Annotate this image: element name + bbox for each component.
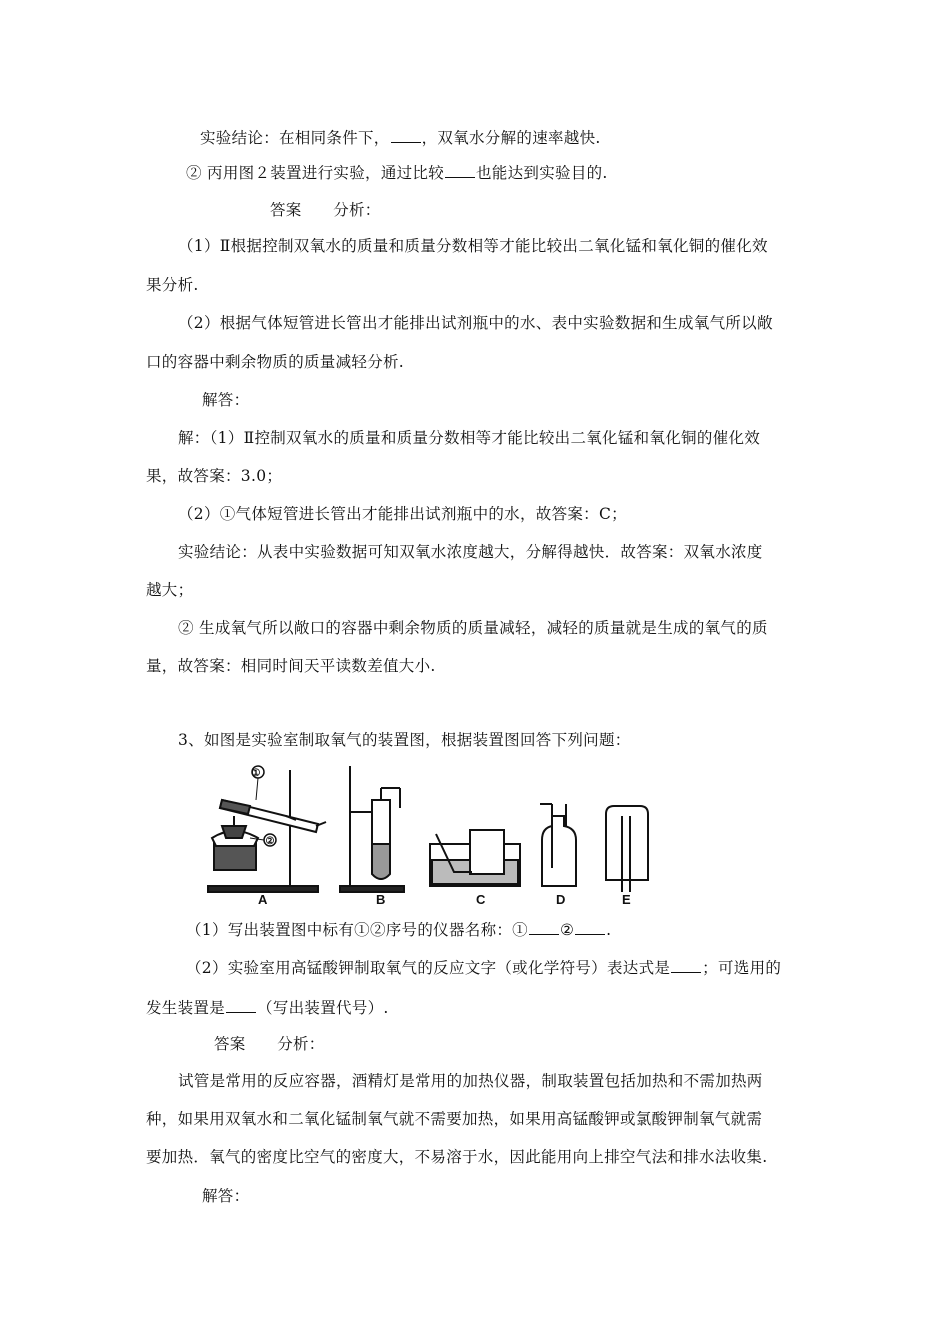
solution-3-line-2: 越大； <box>146 581 194 599</box>
conclusion-text: 实验结论：在相同条件下， <box>200 129 390 147</box>
q3-solution-heading: 解答： <box>202 1187 250 1205</box>
analysis-1-line-1: （1）Ⅱ根据控制双氧水的质量和质量分数相等才能比较出二氧化锰和氧化铜的催化效 <box>178 237 768 255</box>
answer-blank <box>226 998 256 1013</box>
solution-1-line-2: 果，故答案：3.0； <box>146 467 283 485</box>
figure-label-e: E <box>622 892 631 906</box>
question-3-part-2-line-1 <box>186 958 781 978</box>
marker-2: ② <box>265 836 275 847</box>
q2-text: （2）实验室用高锰酸钾制取氧气的反应文字（或化学符号）表达式是 <box>186 959 671 977</box>
question-3-title: 3、如图是实验室制取氧气的装置图，根据装置图回答下列问题： <box>178 731 631 749</box>
figure-label-c: C <box>476 892 486 906</box>
question-3-part-2-line-2 <box>146 998 389 1018</box>
figure-label-b: B <box>376 892 386 906</box>
item2-text: ② 丙用图２装置进行实验，通过比较 <box>186 164 445 182</box>
analysis-1-line-2: 果分析. <box>146 276 199 294</box>
q2-line2-text: 发生装置是 <box>146 999 226 1017</box>
marker-1: ① <box>251 768 261 779</box>
figure-label-d: D <box>556 892 566 906</box>
answer-heading: 答案 分析： <box>270 201 381 219</box>
q3-analysis-line-2: 种，如果用双氧水和二氧化锰制氧气就不需要加热，如果用高锰酸钾或氯酸钾制氧气就需 <box>146 1110 763 1128</box>
solution-3-line-1: 实验结论：从表中实验数据可知双氧水浓度越大，分解得越快．故答案：双氧水浓度 <box>178 543 763 561</box>
apparatus-diagram <box>200 764 650 906</box>
answer-blank <box>391 128 421 143</box>
answer-blank <box>529 920 559 935</box>
answer-blank <box>445 163 475 178</box>
q2-text-end: ；可选用的 <box>702 959 782 977</box>
conclusion-text-end: ，双氧水分解的速率越快. <box>421 129 601 147</box>
item2-line <box>186 163 608 183</box>
q3-answer-heading: 答案 分析： <box>214 1035 325 1053</box>
q1-marker-2: ② <box>559 921 575 939</box>
q2-line2-end: （写出装置代号）. <box>257 999 389 1017</box>
question-3-part-1 <box>186 920 611 940</box>
answer-blank <box>575 920 605 935</box>
answer-blank <box>671 958 701 973</box>
solution-4-line-1: ② 生成氧气所以敞口的容器中剩余物质的质量减轻，减轻的质量就是生成的氧气的质 <box>178 619 768 637</box>
apparatus-figure <box>200 764 650 906</box>
analysis-2-line-1: （2）根据气体短管进长管出才能排出试剂瓶中的水、表中实验数据和生成氧气所以敞 <box>178 314 773 332</box>
q3-analysis-line-3: 要加热．氧气的密度比空气的密度大，不易溶于水，因此能用向上排空气法和排水法收集. <box>146 1148 768 1166</box>
q3-analysis-line-1: 试管是常用的反应容器，酒精灯是常用的加热仪器，制取装置包括加热和不需加热两 <box>178 1072 763 1090</box>
solution-2: （2）①气体短管进长管出才能排出试剂瓶中的水，故答案：C； <box>178 505 627 523</box>
item2-text-end: 也能达到实验目的. <box>476 164 608 182</box>
solution-heading: 解答： <box>202 391 250 409</box>
solution-1-line-1: 解：（1）Ⅱ控制双氧水的质量和质量分数相等才能比较出二氧化锰和氧化铜的催化效 <box>178 429 761 447</box>
figure-label-a: A <box>258 892 268 906</box>
q1-end: . <box>606 921 612 939</box>
q1-text: （1）写出装置图中标有①②序号的仪器名称：① <box>186 921 528 939</box>
solution-4-line-2: 量，故答案：相同时间天平读数差值大小. <box>146 657 436 675</box>
analysis-2-line-2: 口的容器中剩余物质的质量减轻分析. <box>146 353 405 371</box>
conclusion-line <box>200 128 601 148</box>
